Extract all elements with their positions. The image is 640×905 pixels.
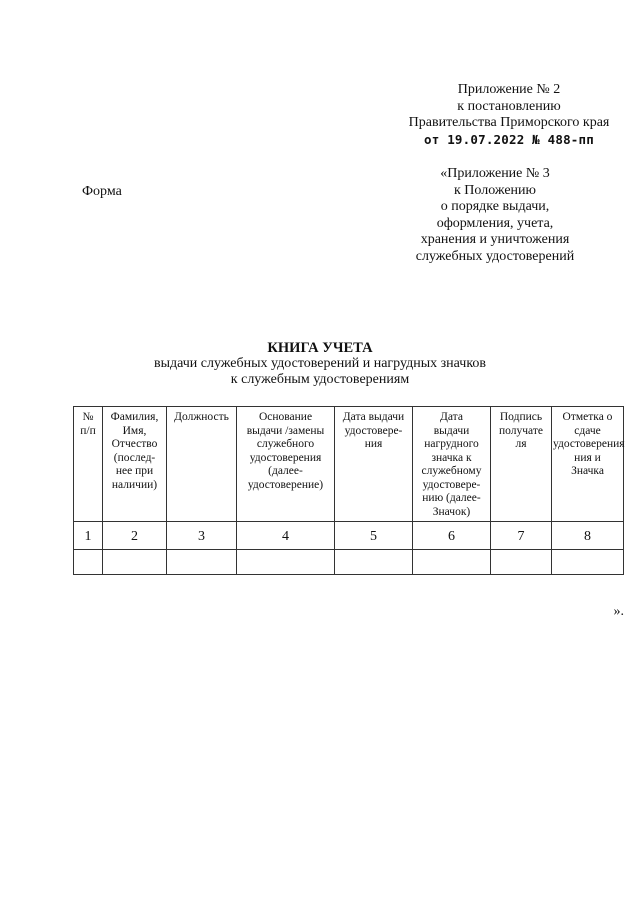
header-cell-signature: Подпись получате ля — [491, 407, 552, 522]
appendix-sub-block — [398, 166, 592, 265]
column-number-cell: 2 — [103, 522, 167, 550]
document-subtitle-line2: к служебным удостоверениям — [230, 372, 410, 387]
column-number-cell: 7 — [491, 522, 552, 550]
column-number-cell: 4 — [237, 522, 335, 550]
table-column-number-row — [74, 522, 624, 550]
closing-quote: ». — [613, 604, 624, 619]
empty-cell — [237, 550, 335, 575]
header-cell-position: Должность — [167, 407, 237, 522]
appendix-sub-line5: хранения и уничтожения — [420, 232, 570, 247]
appendix-sub-line2: к Положению — [453, 182, 536, 198]
column-number-cell: 8 — [552, 522, 624, 550]
appendix-main-block — [380, 82, 638, 148]
appendix-sub-line1: «Приложение № 3 — [440, 166, 550, 181]
registry-table — [73, 406, 624, 575]
document-title-block — [0, 340, 640, 388]
column-number-cell: 5 — [335, 522, 413, 550]
appendix-main-line1: Приложение № 2 — [457, 82, 561, 97]
appendix-sub-line3: о порядке выдачи, — [440, 199, 550, 214]
empty-cell — [103, 550, 167, 575]
empty-cell — [167, 550, 237, 575]
document-title: КНИГА УЧЕТА — [267, 340, 373, 356]
form-label: Форма — [82, 184, 122, 199]
header-cell-full-name: Фамилия, Имя, Отчество (послед- нее при наличии) — [103, 407, 167, 522]
empty-cell — [552, 550, 624, 575]
resolution-date-stamp: от 19.07.2022 № 488-пп — [424, 131, 594, 147]
header-cell-number: № п/п — [74, 407, 103, 522]
table-header-row — [74, 407, 624, 522]
appendix-main-line3: Правительства Приморского края — [408, 115, 610, 130]
column-number-cell: 1 — [74, 522, 103, 550]
appendix-sub-line4: оформления, учета, — [436, 215, 554, 231]
document-subtitle-line1: выдачи служебных удостоверений и нагрудных значков — [153, 356, 487, 371]
empty-cell — [335, 550, 413, 575]
empty-cell — [413, 550, 491, 575]
header-cell-basis: Основание выдачи /замены служебного удостоверения (далее- удостоверение) — [237, 407, 335, 522]
header-cell-return-mark: Отметка о сдаче удостоверения ния и Значка — [552, 407, 624, 522]
appendix-main-line2: к постановлению — [457, 98, 561, 114]
header-cell-issue-date: Дата выдачи удостовере- ния — [335, 407, 413, 522]
header-cell-badge-issue-date: Дата выдачи нагрудного значка к служебному удостовере- нию (далее- Значок) — [413, 407, 491, 522]
column-number-cell: 3 — [167, 522, 237, 550]
table-empty-row — [74, 550, 624, 575]
column-number-cell: 6 — [413, 522, 491, 550]
empty-cell — [491, 550, 552, 575]
empty-cell — [74, 550, 103, 575]
appendix-sub-line6: служебных удостоверений — [415, 248, 575, 264]
